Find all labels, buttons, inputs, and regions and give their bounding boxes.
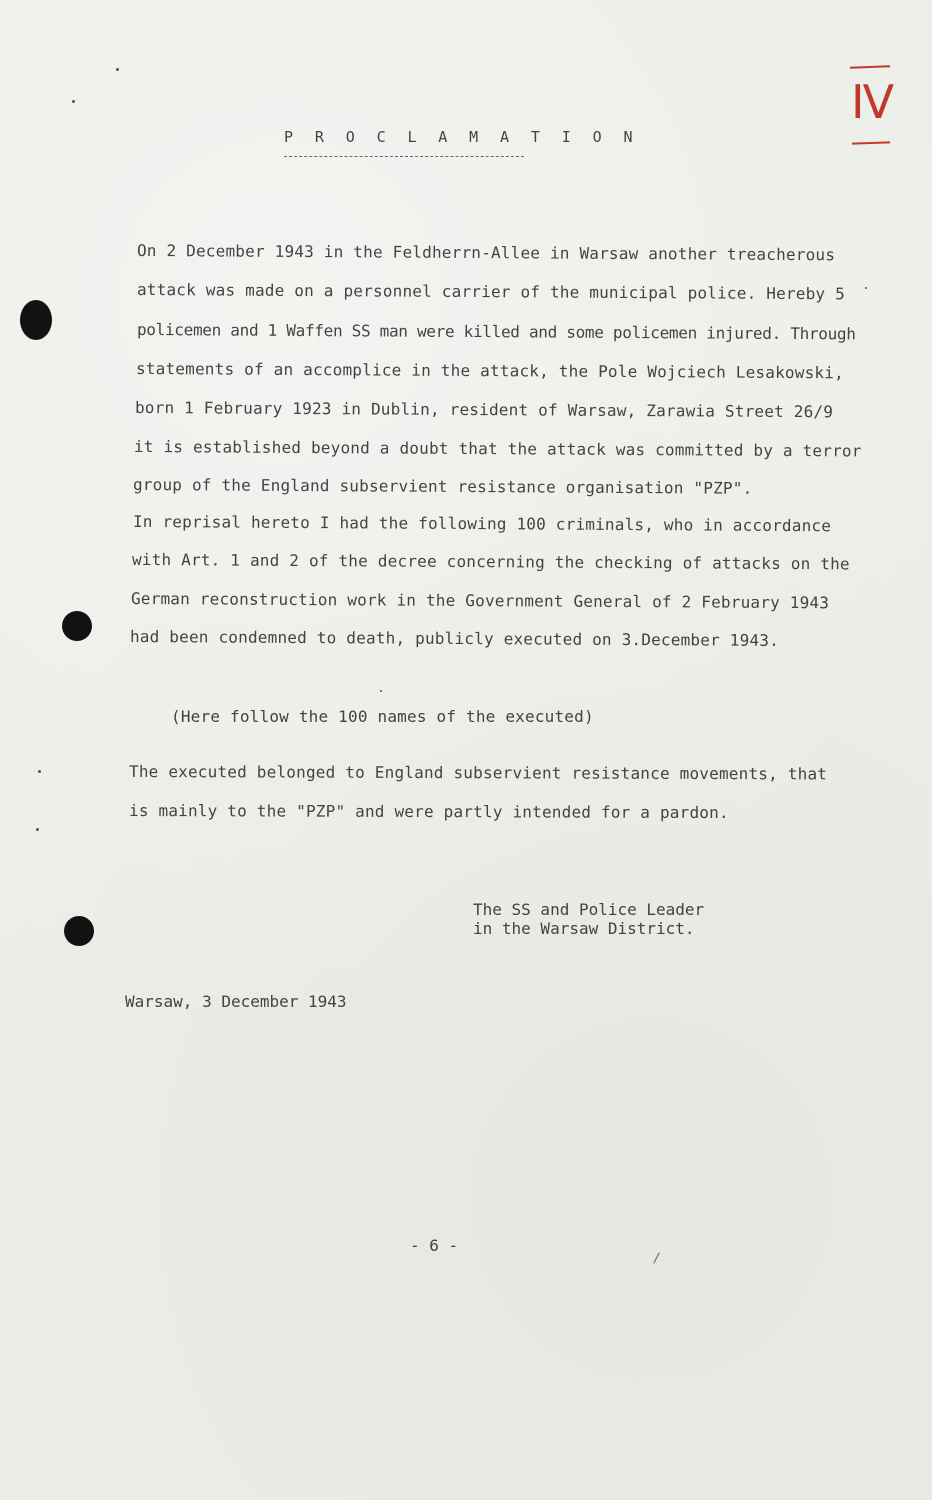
body-line-6: it is established beyond a doubt that the attack was committed by a terror	[133, 437, 862, 461]
punch-hole-top	[20, 300, 52, 340]
body-line-4: statements of an accomplice in the attack, the Pole Wojciech Lesakowski,	[135, 359, 845, 383]
signature-line-1: The SS and Police Leader	[473, 900, 705, 919]
body-line-3: policemen and 1 Waffen SS man were killed and some policemen injured. Through	[136, 320, 856, 344]
executed-names-note: (Here follow the 100 names of the executed)	[171, 707, 594, 726]
body-line-8: In reprisal hereto I had the following 100 criminals, who in accordance	[132, 512, 832, 536]
document-title: P R O C L A M A T I O N	[284, 128, 639, 146]
paper-speck	[380, 690, 382, 692]
body-line-7: group of the England subservient resistance organisation "PZP".	[132, 475, 753, 498]
place-and-date: Warsaw, 3 December 1943	[125, 992, 347, 1011]
paper-speck	[36, 828, 39, 831]
title-underline	[284, 156, 524, 157]
stray-pen-mark	[653, 1252, 660, 1263]
body-line-2: attack was made on a personnel carrier of the municipal police. Hereby 5	[136, 280, 846, 304]
page-number: - 6 -	[410, 1236, 459, 1255]
paper-speck	[38, 770, 41, 773]
closing-line-2: is mainly to the "PZP" and were partly intended for a pardon.	[128, 801, 729, 823]
signature-block	[473, 900, 704, 938]
punch-hole-middle	[62, 611, 92, 641]
body-line-11: had been condemned to death, publicly executed on 3.December 1943.	[129, 627, 780, 650]
margin-marker-bottom-rule	[852, 141, 890, 144]
signature-line-2: in the Warsaw District.	[473, 919, 695, 938]
paper-speck	[865, 287, 867, 289]
closing-line-1: The executed belonged to England subservient resistance movements, that	[128, 762, 828, 784]
margin-page-marker	[848, 64, 892, 148]
body-line-5: born 1 February 1923 in Dublin, resident of Warsaw, Zarawia Street 26/9	[134, 398, 834, 422]
paper-speck	[72, 100, 75, 103]
body-line-10: German reconstruction work in the Government General of 2 February 1943	[130, 589, 830, 613]
paper-speck	[116, 68, 119, 71]
body-line-9: with Art. 1 and 2 of the decree concerning the checking of attacks on the	[131, 550, 850, 574]
margin-roman-numeral: IV	[851, 75, 893, 129]
punch-hole-bottom	[64, 916, 94, 946]
body-line-1: On 2 December 1943 in the Feldherrn-Allee in Warsaw another treacherous	[136, 241, 836, 265]
margin-marker-top-rule	[850, 65, 890, 68]
